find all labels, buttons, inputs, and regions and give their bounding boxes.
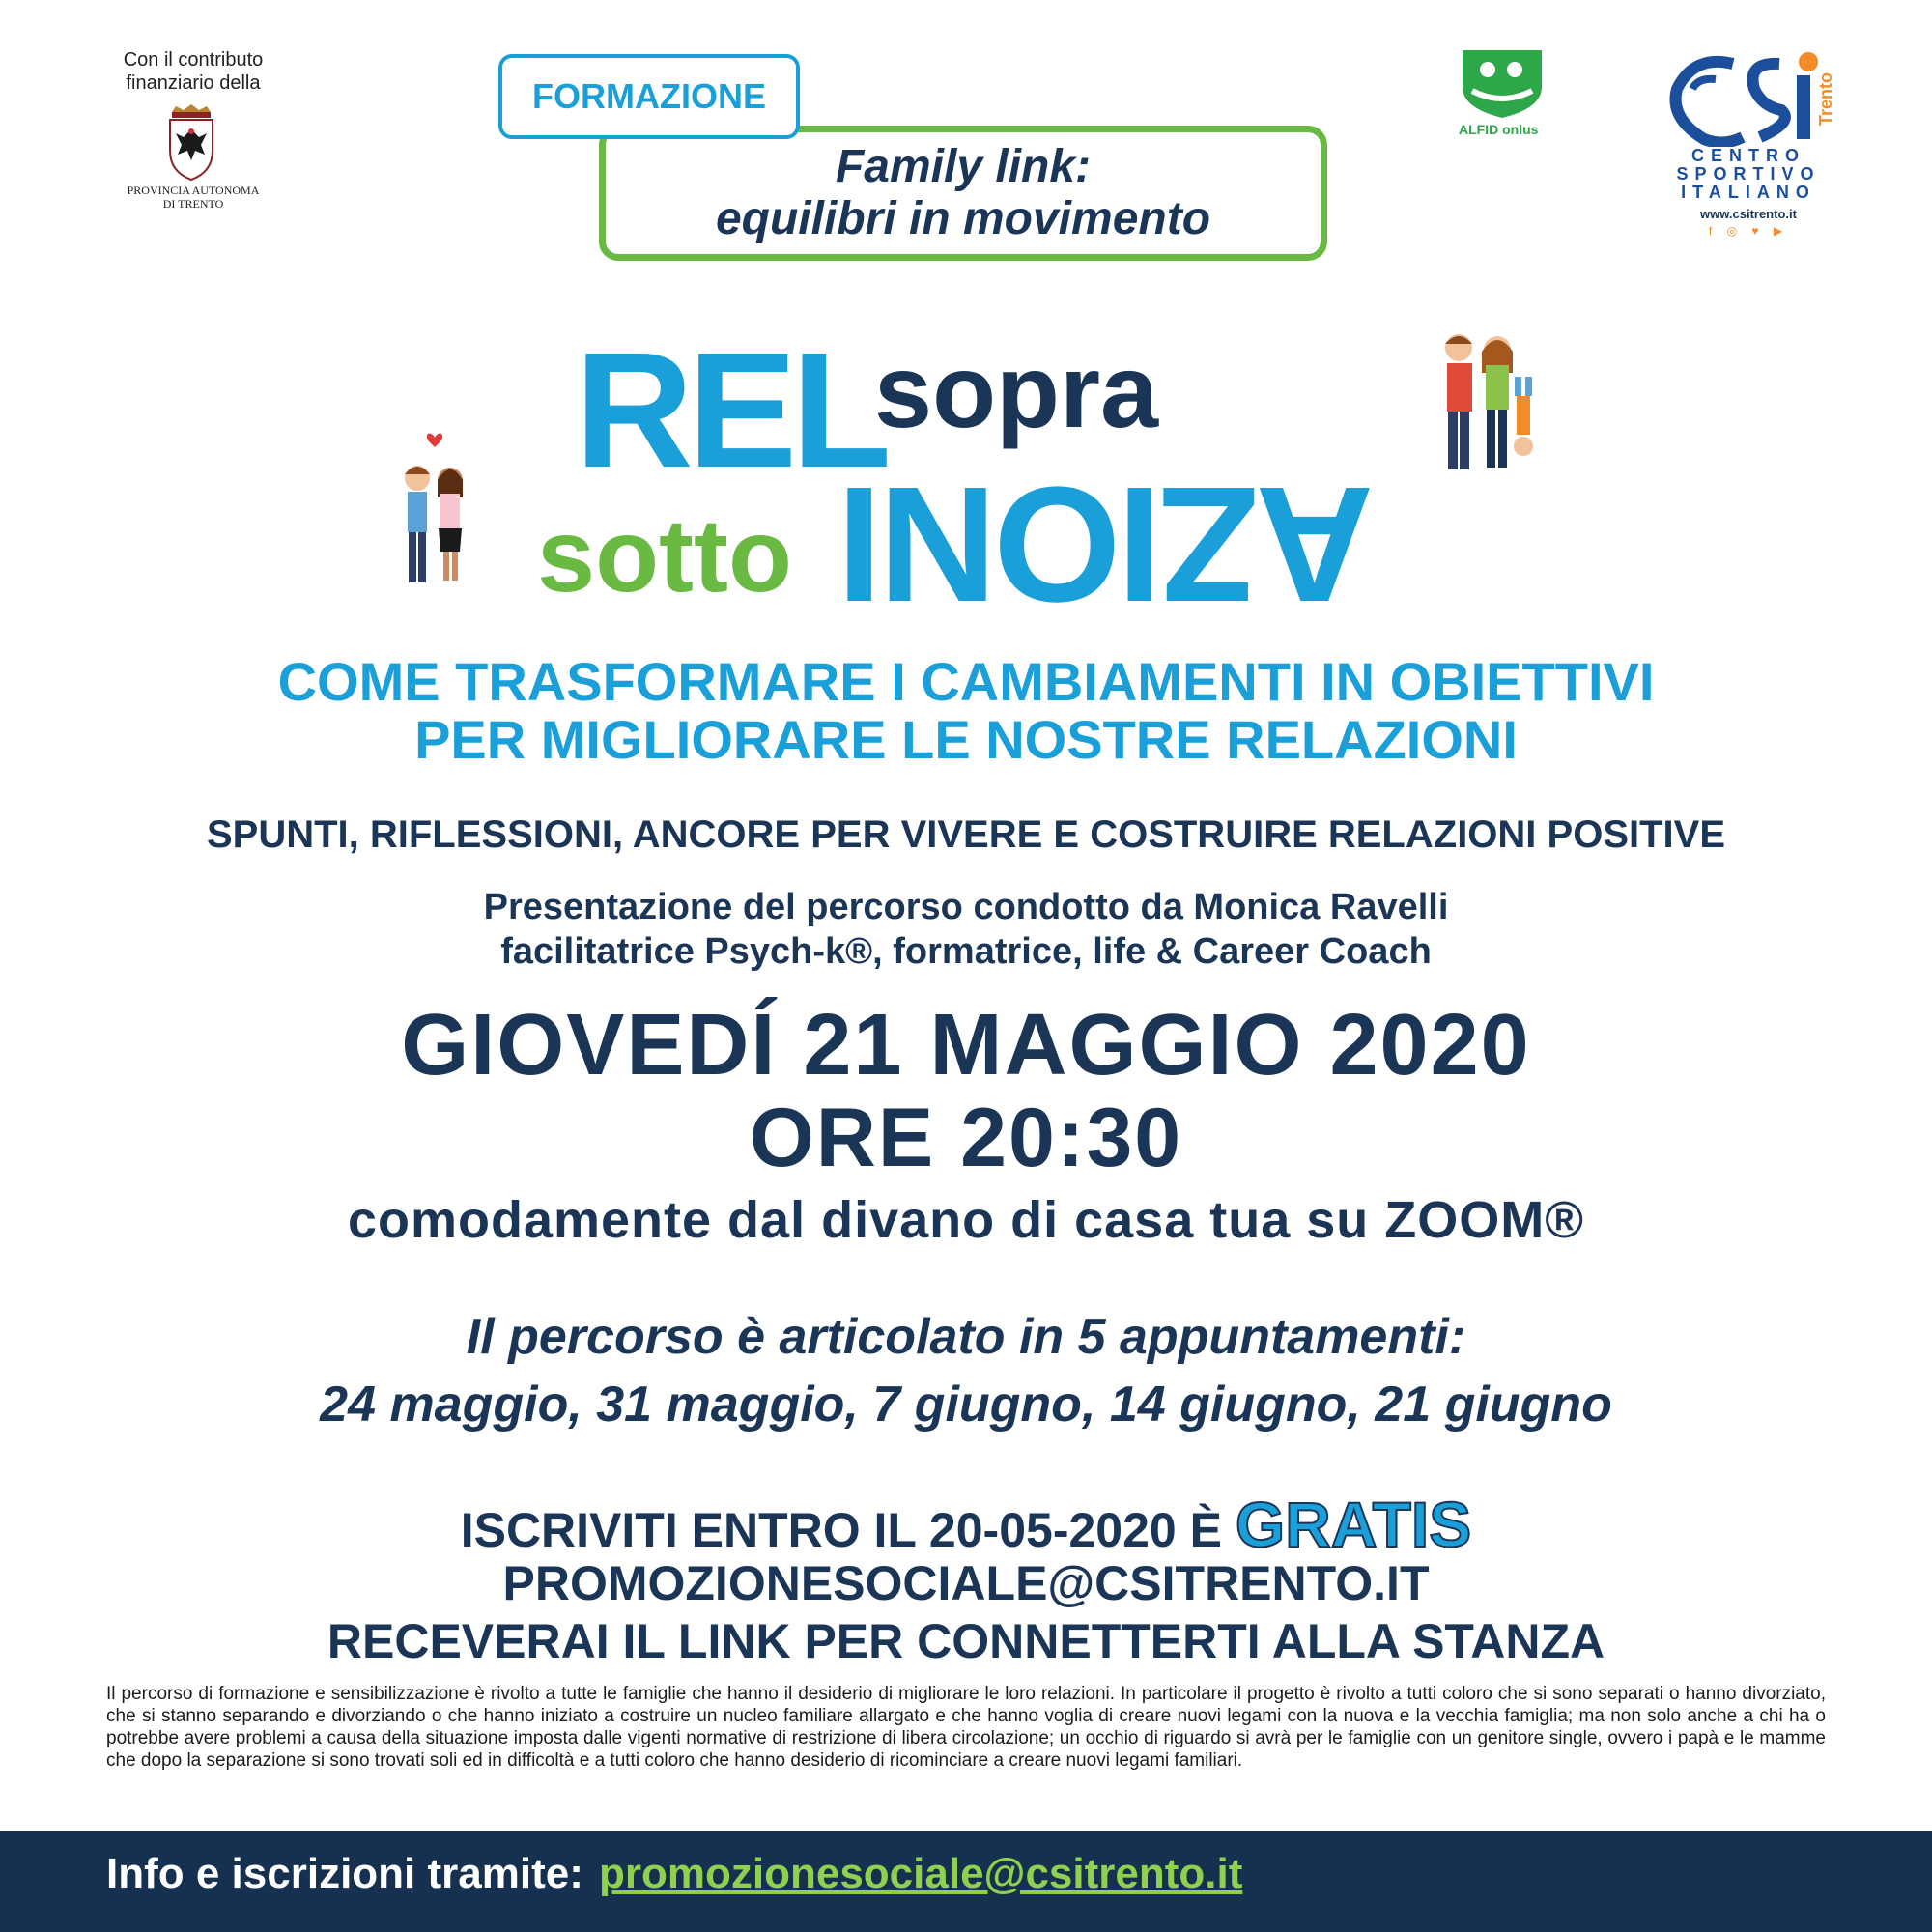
gratis-label: GRATIS — [1235, 1489, 1472, 1560]
csi-website[interactable]: www.csitrento.it — [1700, 207, 1797, 221]
province-name — [116, 184, 270, 211]
registration-prefix: ISCRIVITI ENTRO IL 20-05-2020 È — [460, 1503, 1222, 1557]
csi-name-line-3: ITALIANO — [1681, 183, 1816, 202]
presentation-line-1: Presentazione del percorso condotto da Monica Ravelli — [483, 887, 1449, 927]
contribution-text — [77, 48, 309, 95]
csi-name-line-1: CENTRO — [1691, 146, 1805, 165]
footer-email-link[interactable]: promozionesociale@csitrento.it — [599, 1850, 1243, 1897]
subtitle-line-2: PER MIGLIORARE LE NOSTRE RELAZIONI — [414, 709, 1518, 770]
province-name-line-2: DI TRENTO — [162, 197, 224, 211]
title-azioni-upside-down: AZIONI — [840, 452, 1375, 636]
family-link-box — [599, 126, 1327, 261]
alfid-label: ALFID onlus — [1459, 122, 1539, 137]
province-coat-of-arms-icon — [162, 104, 220, 182]
registration-link-note: RECEVERAI IL LINK PER CONNETTERTI ALLA STANZA — [327, 1614, 1605, 1668]
percorso-dates: 24 maggio, 31 maggio, 7 giugno, 14 giugno, 21 giugno — [320, 1377, 1612, 1433]
spunti-text: SPUNTI, RIFLESSIONI, ANCORE PER VIVERE E COSTRUIRE RELAZIONI POSITIVE — [206, 813, 1726, 856]
couple-illustration-icon — [396, 430, 473, 604]
contribution-line-1: Con il contributo — [123, 49, 264, 71]
province-name-line-1: PROVINCIA AUTONOMA — [127, 184, 260, 197]
presentation-line-2: facilitatrice Psych-k®, formatrice, life & Career Coach — [500, 931, 1432, 972]
csi-name-line-2: SPORTIVO — [1676, 164, 1821, 184]
title-rel: REL — [575, 319, 886, 502]
family-link-line-1: Family link: — [835, 141, 1092, 192]
event-location: comodamente dal divano di casa tua su ZOOM® — [347, 1191, 1585, 1249]
title-sotto: sotto — [537, 497, 792, 613]
family-link-line-2: equilibri in movimento — [715, 193, 1211, 244]
contribution-line-2: finanziario della — [126, 72, 261, 94]
csi-trento-word: Trento — [1816, 71, 1835, 126]
title-sopra: sopra — [874, 332, 1159, 449]
csi-name — [1669, 147, 1828, 202]
percorso-line-1: Il percorso è articolato in 5 appuntamenti: — [466, 1309, 1466, 1365]
registration-email[interactable]: PROMOZIONESOCIALE@CSITRENTO.IT — [502, 1556, 1430, 1610]
subtitle-line-1: COME TRASFORMARE I CAMBIAMENTI IN OBIETTIVI — [277, 651, 1655, 712]
footer-label: Info e iscrizioni tramite: — [106, 1850, 583, 1897]
event-date: GIOVEDÍ 21 MAGGIO 2020 — [401, 997, 1531, 1094]
event-time: ORE 20:30 — [749, 1092, 1183, 1184]
formazione-badge: FORMAZIONE — [498, 54, 800, 139]
family-illustration-icon — [1430, 328, 1546, 483]
csi-social-icons[interactable]: f ◎ ♥ ▶ — [1708, 224, 1789, 238]
description-paragraph: Il percorso di formazione e sensibilizzazione è rivolto a tutte le famiglie che hanno il desiderio di migliorare le loro relazioni. In particolare il progetto è rivolto a tutti coloro che si sono separati o hanno divorziato, che si stanno separando e divorziando o che hanno iniziato a costruire un nucleo familiare allargato e che hanno voglia di creare nuovi legami con la nuova e la vecchia famiglia; ma non solo anche a chi ha o potrebbe avere problemi a causa della situazione imposta dalle vigenti normative di restrizione di libera circolazione; un occhio di riguardo si avrà per le famiglie con un genitore single, ovvero i papà e le mamme che dopo la separazione si sono trovati soli ed in difficoltà e a tutti coloro che hanno desiderio di ricominciare a creare nuovi legami familiari. — [106, 1684, 1826, 1771]
registration-deadline — [0, 1488, 1932, 1561]
